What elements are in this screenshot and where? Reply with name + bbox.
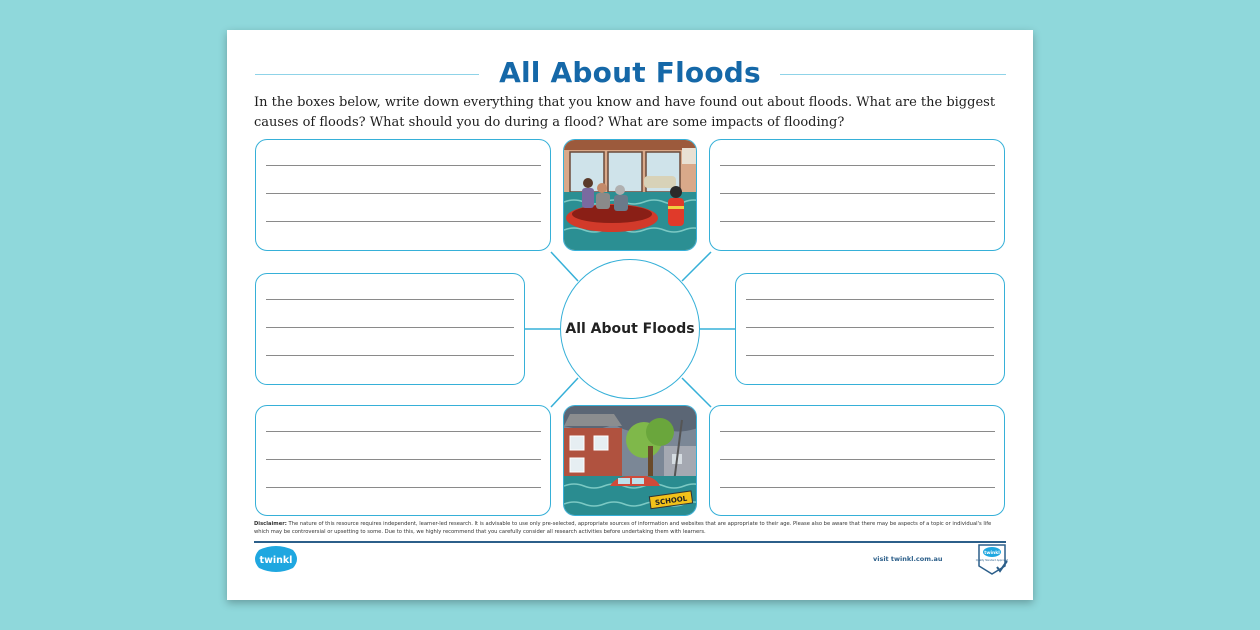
writing-line: [266, 355, 514, 356]
writing-line: [746, 327, 994, 328]
writing-line: [746, 355, 994, 356]
writing-line: [746, 299, 994, 300]
writing-line: [266, 459, 541, 460]
writing-line: [720, 487, 995, 488]
writing-line: [266, 193, 541, 194]
quality-approved-badge: [975, 542, 1009, 576]
writing-line: [720, 221, 995, 222]
writing-line: [720, 165, 995, 166]
visit-website-text: visit twinkl.com.au: [873, 555, 943, 563]
writing-box-middle-right[interactable]: [735, 273, 1005, 385]
worksheet-page: [227, 30, 1033, 600]
writing-line: [266, 431, 541, 432]
writing-line: [266, 165, 541, 166]
writing-line: [266, 299, 514, 300]
center-hub-label: All About Floods: [565, 321, 695, 337]
school-sign-text: SCHOOL: [654, 494, 688, 508]
flood-rescue-illustration: [563, 139, 697, 251]
badge-caption-text: Quality Standard Approved: [975, 559, 1009, 562]
writing-line: [266, 327, 514, 328]
writing-line: [266, 221, 541, 222]
page-title: All About Floods: [499, 56, 761, 89]
writing-line: [720, 431, 995, 432]
twinkl-logo-text: twinkl: [259, 555, 293, 566]
disclaimer-text: [254, 521, 1006, 536]
center-hub-circle: [560, 259, 700, 399]
badge-logo-text: twinkl: [984, 551, 1000, 556]
writing-line: [266, 487, 541, 488]
disclaimer-body: The nature of this resource requires independent, learner-led research. It is advisable to use only pre-selected, appropriate sources of information and websites that are appropriate to their age. Please also be aware that there may be aspects of a topic or individual's life which may be controversial or upsetting to some. Due to this, we highly recommend that you carefully consider all research activities before undertaking them with learners.: [254, 521, 992, 535]
writing-line: [720, 193, 995, 194]
twinkl-logo: [253, 544, 299, 574]
writing-box-bottom-right[interactable]: [709, 405, 1005, 516]
writing-box-top-left[interactable]: [255, 139, 551, 251]
writing-box-middle-left[interactable]: [255, 273, 525, 385]
writing-line: [720, 459, 995, 460]
flooded-street-illustration: [563, 405, 697, 516]
instructions-text: In the boxes below, write down everything that you know and have found out about floods. What are the biggest causes of floods? What should you do during a flood? What are some impacts of flooding?: [254, 95, 996, 130]
writing-box-bottom-left[interactable]: [255, 405, 551, 516]
footer-rule: [254, 541, 1006, 543]
disclaimer-label: Disclaimer:: [254, 521, 287, 527]
writing-box-top-right[interactable]: [709, 139, 1005, 251]
